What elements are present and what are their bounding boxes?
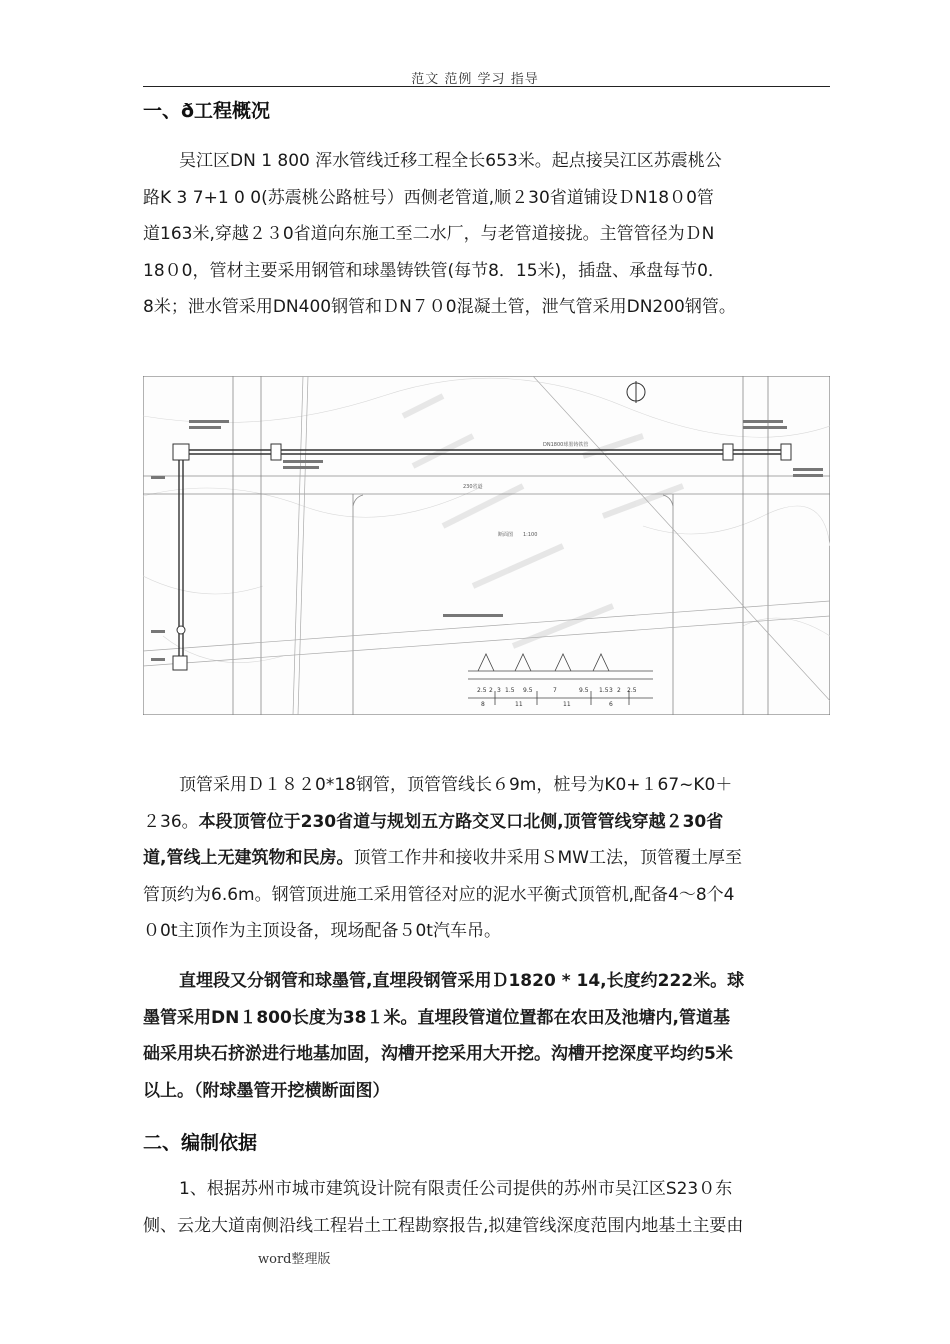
dim-top-10: 2 <box>617 687 621 694</box>
text-line: 以上。（附球墨管开挖横断面图） <box>143 1080 390 1101</box>
dim-top-6: 7 <box>553 687 557 694</box>
drawing-pipe-label: DN1800球墨铸铁管 <box>543 442 589 448</box>
text-line <box>143 804 843 841</box>
text-line: 8米；泄水管采用DN400钢管和ＤN７０0混凝土管，泄气管采用DN200钢管。 <box>143 297 736 317</box>
text-segment: ２36。 <box>143 811 199 832</box>
text-line: 道163米,穿越２３0省道向东施工至二水厂，与老管道接拢。主管管径为ＤN <box>143 224 715 244</box>
dim-4: 6 <box>609 701 613 708</box>
paragraph-basis <box>143 1171 843 1244</box>
dim-1: 8 <box>481 701 485 708</box>
dim-top-3: 3 <box>497 687 501 694</box>
text-segment: 顶管工作井和接收井采用ＳMW工法，顶管覆土厚至 <box>353 848 742 868</box>
dim-top-2: 2 <box>489 687 493 694</box>
text-line <box>143 913 843 950</box>
text-line: 直埋段又分钢管和球墨管,直埋段钢管采用Ｄ1820 * 14,长度约222米。球 <box>179 971 745 991</box>
drawing-section-label: 断面图 <box>498 532 514 538</box>
text-line: 路K 3 7+1 0 0(苏震桃公路桩号）西侧老管道,顺２30省道铺设ＤN18０0管 <box>143 187 714 208</box>
dim-top-9: 3 <box>609 687 613 694</box>
paragraph-jacking <box>143 767 843 950</box>
text-segment-bold: 道,管线上无建筑物和民房。 <box>143 848 354 868</box>
dim-top-11: 2.5 <box>627 687 637 694</box>
header-text: 范文 范例 学习 指导 <box>411 72 539 87</box>
text-line: 础采用块石挤淤进行地基加固，沟槽开挖采用大开挖。沟槽开挖深度平均约5米 <box>143 1044 733 1064</box>
dim-3: 11 <box>563 701 571 708</box>
text-segment: ０0t主顶作为主顶设备，现场配备５0t汽车吊。 <box>143 921 501 941</box>
text-line: 18０0，管材主要采用钢管和球墨铸铁管(每节8．15米)，插盘、承盘每节0． <box>143 260 725 281</box>
text-line: 侧、云龙大道南侧沿线工程岩土工程勘察报告,拟建管线深度范围内地基土主要由 <box>143 1215 744 1236</box>
drawing-scale-label: 1:100 <box>523 532 538 538</box>
section-1-title: 一、ð工程概况 <box>143 100 271 122</box>
dim-2: 11 <box>515 701 523 708</box>
text-line <box>143 840 843 877</box>
dim-top-8: 1.5 <box>599 687 609 694</box>
text-segment: 顶管采用Ｄ１８２0*18钢管，顶管管线长６9m，桩号为K0+１67~K0＋ <box>179 775 733 795</box>
dim-top-4: 1.5 <box>505 687 515 694</box>
dim-top-1: 2.5 <box>477 687 487 694</box>
paragraph-overview <box>143 143 843 326</box>
text-line: 吴江区DN 1 800 浑水管线迁移工程全长653米。起点接吴江区苏震桃公 <box>179 151 722 171</box>
section-2-title: 二、编制依据 <box>143 1132 258 1154</box>
text-segment: 管顶约为6.6m。钢管顶进施工采用管径对应的泥水平衡式顶管机,配备4～8个4 <box>143 884 735 905</box>
drawing-road-label: 230省道 <box>463 484 483 490</box>
text-line: 墨管采用DN１800长度为38１米。直埋段管道位置都在农田及池塘内,管道基 <box>143 1007 730 1028</box>
dim-top-5: 9.5 <box>523 687 533 694</box>
paragraph-direct-burial <box>143 963 843 1109</box>
text-line: 1、根据苏州市城市建筑设计院有限责任公司提供的苏州市吴江区S23０东 <box>179 1179 733 1199</box>
text-segment-bold: 本段顶管位于230省道与规划五方路交叉口北侧,顶管管线穿越２30省 <box>198 811 724 832</box>
text-line <box>143 767 843 804</box>
header-divider <box>143 86 830 87</box>
text-line <box>143 877 843 914</box>
dim-top-7: 9.5 <box>579 687 589 694</box>
page-footer: word整理版 <box>258 1252 331 1267</box>
drawing-svg <box>143 376 830 715</box>
pipeline-plan-drawing <box>143 376 830 715</box>
